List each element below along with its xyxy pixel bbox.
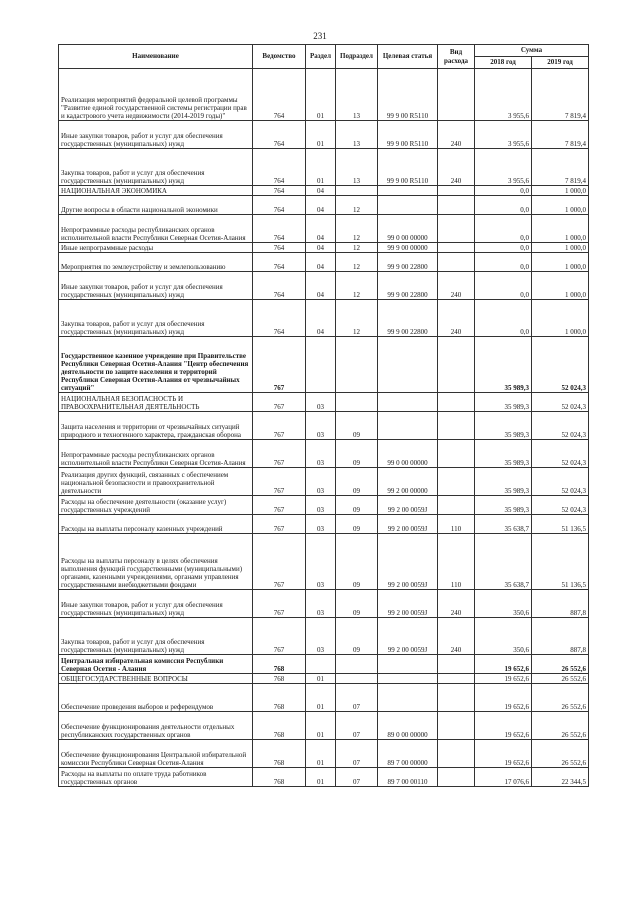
cell-s18: 0,0 [475,215,532,243]
cell-s18: 19 652,6 [475,684,532,712]
table-row [59,196,589,215]
cell-s18: 3 955,6 [475,149,532,186]
header-year-2018: 2018 год [475,57,532,69]
cell-cs [378,412,438,440]
cell-s19: 26 552,6 [532,674,589,684]
cell-vr [438,674,475,684]
cell-pod: 13 [336,121,378,149]
cell-name: ОБЩЕГОСУДАРСТВЕННЫЕ ВОПРОСЫ [59,674,253,684]
cell-s19: 1 000,0 [532,196,589,215]
cell-raz: 04 [306,215,336,243]
table-row [59,121,589,149]
table-row [59,740,589,768]
cell-s18: 35 989,3 [475,337,532,393]
cell-s19: 7 819,4 [532,149,589,186]
cell-raz: 01 [306,69,336,121]
cell-ved: 768 [253,684,306,712]
cell-ved: 767 [253,468,306,496]
cell-cs: 99 0 00 00000 [378,440,438,468]
cell-name: Другие вопросы в области национальной экономики [59,196,253,215]
cell-cs [378,196,438,215]
header-sum: Сумма [475,45,589,57]
cell-pod: 12 [336,196,378,215]
cell-cs: 89 7 00 00110 [378,768,438,787]
cell-cs: 99 0 00 00000 [378,215,438,243]
table-row [59,253,589,272]
cell-ved: 768 [253,740,306,768]
cell-cs [378,393,438,412]
cell-pod [336,393,378,412]
cell-name: Иные непрограммные расходы [59,243,253,253]
cell-s18: 19 652,6 [475,712,532,740]
cell-raz: 01 [306,712,336,740]
cell-s18: 0,0 [475,272,532,300]
cell-name: Непрограммные расходы республиканских органов исполнительной власти Республики Северная Осетия-Алания [59,215,253,243]
cell-s19: 1 000,0 [532,300,589,337]
cell-s18: 17 076,6 [475,768,532,787]
table-row [59,768,589,787]
cell-raz [306,655,336,674]
cell-cs: 99 9 00 R5110 [378,121,438,149]
cell-s18: 35 638,7 [475,534,532,590]
cell-name: Реализация мероприятий федеральной целевой программы "Развитие единой государственной системы регистрации прав и кадастрового учета недвижимости (2014-2019 годы)" [59,69,253,121]
budget-table [58,44,589,787]
cell-s18: 0,0 [475,300,532,337]
cell-pod: 09 [336,440,378,468]
cell-name: НАЦИОНАЛЬНАЯ БЕЗОПАСНОСТЬ И ПРАВООХРАНИТЕЛЬНАЯ ДЕЯТЕЛЬНОСТЬ [59,393,253,412]
cell-vr [438,393,475,412]
cell-pod: 09 [336,618,378,655]
cell-raz: 03 [306,618,336,655]
cell-pod: 07 [336,684,378,712]
cell-pod [336,186,378,196]
cell-raz: 04 [306,196,336,215]
cell-ved: 767 [253,515,306,534]
cell-name: Иные закупки товаров, работ и услуг для обеспечения государственных (муниципальных) нужд [59,272,253,300]
table-body [59,69,589,787]
cell-cs: 99 2 00 0059J [378,618,438,655]
table-row [59,684,589,712]
cell-cs: 99 9 00 00000 [378,243,438,253]
table-row [59,337,589,393]
cell-pod: 12 [336,215,378,243]
cell-cs [378,684,438,712]
cell-s19: 1 000,0 [532,215,589,243]
table-row [59,515,589,534]
cell-name: Обеспечение проведения выборов и референдумов [59,684,253,712]
cell-raz: 03 [306,496,336,515]
cell-raz: 03 [306,412,336,440]
cell-ved: 767 [253,496,306,515]
header-vedomstvo: Ведомство [253,45,306,69]
cell-raz: 03 [306,468,336,496]
cell-vr: 240 [438,590,475,618]
cell-raz: 01 [306,121,336,149]
cell-cs: 89 7 00 00000 [378,740,438,768]
cell-s18: 3 955,6 [475,69,532,121]
cell-s18: 0,0 [475,243,532,253]
cell-ved: 764 [253,149,306,186]
cell-raz: 04 [306,243,336,253]
cell-pod: 09 [336,590,378,618]
header-name: Наименование [59,45,253,69]
cell-s19: 52 024,3 [532,412,589,440]
cell-vr [438,655,475,674]
cell-ved: 767 [253,393,306,412]
table-row [59,215,589,243]
cell-name: Расходы на обеспечение деятельности (оказание услуг) государственных учреждений [59,496,253,515]
cell-s19: 26 552,6 [532,712,589,740]
cell-ved: 767 [253,590,306,618]
cell-cs: 99 9 00 22800 [378,253,438,272]
cell-vr [438,253,475,272]
cell-vr [438,69,475,121]
cell-vr [438,186,475,196]
cell-pod: 13 [336,149,378,186]
cell-s18: 35 989,3 [475,468,532,496]
cell-s18: 3 955,6 [475,121,532,149]
cell-s19: 52 024,3 [532,440,589,468]
cell-raz: 01 [306,674,336,684]
cell-vr: 240 [438,618,475,655]
cell-s18: 19 652,6 [475,740,532,768]
cell-pod: 07 [336,740,378,768]
cell-raz: 04 [306,300,336,337]
cell-raz: 03 [306,440,336,468]
cell-vr: 110 [438,515,475,534]
header-razdel: Раздел [306,45,336,69]
cell-name: Реализация других функций, связанных с обеспечением национальной безопасности и правоохранительной деятельности [59,468,253,496]
cell-ved: 764 [253,253,306,272]
table-row [59,534,589,590]
cell-s19: 51 136,5 [532,515,589,534]
header-expense-type: Вид расхода [438,45,475,69]
cell-ved: 764 [253,121,306,149]
cell-raz: 03 [306,534,336,590]
cell-ved: 764 [253,186,306,196]
cell-s19: 7 819,4 [532,69,589,121]
cell-cs: 99 2 00 0059J [378,515,438,534]
cell-vr [438,196,475,215]
cell-ved: 768 [253,655,306,674]
cell-vr [438,768,475,787]
cell-s18: 35 638,7 [475,515,532,534]
cell-vr [438,712,475,740]
cell-raz: 04 [306,253,336,272]
cell-s18: 0,0 [475,186,532,196]
cell-raz: 04 [306,272,336,300]
table-row [59,149,589,186]
header-target-article: Целевая статья [378,45,438,69]
cell-ved: 767 [253,618,306,655]
cell-pod: 09 [336,468,378,496]
cell-s18: 350,6 [475,618,532,655]
cell-s19: 887,8 [532,590,589,618]
cell-s19: 52 024,3 [532,337,589,393]
cell-raz: 03 [306,590,336,618]
cell-pod: 12 [336,300,378,337]
header-year-2019: 2019 год [532,57,589,69]
table-row [59,69,589,121]
cell-cs: 99 9 00 22800 [378,300,438,337]
table-row [59,440,589,468]
cell-pod: 07 [336,768,378,787]
cell-pod: 12 [336,272,378,300]
cell-s19: 52 024,3 [532,496,589,515]
cell-name: Обеспечение функционирования Центральной избирательной комиссии Республики Северная Осетия-Алания [59,740,253,768]
cell-raz: 01 [306,684,336,712]
cell-cs: 89 0 00 00000 [378,712,438,740]
cell-s18: 0,0 [475,196,532,215]
table-row [59,468,589,496]
cell-s18: 35 989,3 [475,393,532,412]
cell-raz: 04 [306,186,336,196]
cell-s18: 35 989,3 [475,496,532,515]
cell-ved: 764 [253,69,306,121]
cell-name: Защита населения и территории от чрезвычайных ситуаций природного и техногенного характера, гражданская оборона [59,412,253,440]
cell-s18: 19 652,6 [475,655,532,674]
table-row [59,186,589,196]
table-row [59,300,589,337]
cell-raz: 03 [306,393,336,412]
cell-ved: 768 [253,674,306,684]
cell-ved: 764 [253,272,306,300]
cell-s19: 26 552,6 [532,684,589,712]
table-row [59,496,589,515]
cell-ved: 767 [253,412,306,440]
cell-ved: 764 [253,300,306,337]
cell-cs [378,337,438,393]
cell-name: Государственное казенное учреждение при Правительстве Республики Северная Осетия-Алания "Центр обеспечения деятельности по защите населения и территорий Республики Северная Осетия-Алания от чрезвычайных ситуаций" [59,337,253,393]
cell-s18: 19 652,6 [475,674,532,684]
cell-name: Непрограммные расходы республиканских органов исполнительной власти Республики Северная Осетия-Алания [59,440,253,468]
cell-vr [438,412,475,440]
cell-raz: 01 [306,149,336,186]
cell-name: Расходы на выплаты персоналу казенных учреждений [59,515,253,534]
cell-vr: 110 [438,534,475,590]
cell-s19: 1 000,0 [532,243,589,253]
cell-vr: 240 [438,121,475,149]
cell-pod: 12 [336,253,378,272]
table-row [59,272,589,300]
cell-ved: 767 [253,534,306,590]
cell-vr [438,496,475,515]
cell-s19: 52 024,3 [532,393,589,412]
cell-vr: 240 [438,272,475,300]
cell-pod [336,655,378,674]
cell-name: Закупка товаров, работ и услуг для обеспечения государственных (муниципальных) нужд [59,618,253,655]
cell-vr: 240 [438,300,475,337]
cell-vr [438,215,475,243]
cell-cs: 99 9 00 R5110 [378,149,438,186]
cell-name: Иные закупки товаров, работ и услуг для обеспечения государственных (муниципальных) нужд [59,121,253,149]
table-row [59,655,589,674]
cell-vr [438,243,475,253]
cell-s19: 1 000,0 [532,272,589,300]
table-row [59,618,589,655]
cell-pod: 07 [336,712,378,740]
cell-name: Закупка товаров, работ и услуг для обеспечения государственных (муниципальных) нужд [59,300,253,337]
cell-s19: 1 000,0 [532,253,589,272]
cell-ved: 764 [253,243,306,253]
cell-s18: 0,0 [475,253,532,272]
cell-name: Расходы на выплаты по оплате труда работников государственных органов [59,768,253,787]
table-row [59,243,589,253]
cell-ved: 767 [253,440,306,468]
table-row [59,674,589,684]
cell-raz: 01 [306,768,336,787]
cell-s19: 51 136,5 [532,534,589,590]
cell-cs: 99 2 00 00000 [378,468,438,496]
cell-name: Мероприятия по землеустройству и землепользованию [59,253,253,272]
cell-name: Закупка товаров, работ и услуг для обеспечения государственных (муниципальных) нужд [59,149,253,186]
cell-s19: 52 024,3 [532,468,589,496]
cell-s18: 35 989,3 [475,412,532,440]
cell-pod [336,337,378,393]
cell-cs [378,655,438,674]
cell-name: НАЦИОНАЛЬНАЯ ЭКОНОМИКА [59,186,253,196]
cell-raz [306,337,336,393]
cell-pod: 13 [336,69,378,121]
cell-s19: 1 000,0 [532,186,589,196]
cell-ved: 768 [253,768,306,787]
page-number: 231 [313,31,327,41]
cell-s19: 7 819,4 [532,121,589,149]
cell-ved: 764 [253,196,306,215]
cell-vr [438,440,475,468]
header-podrazdel: Подраздел [336,45,378,69]
table-row [59,412,589,440]
cell-cs: 99 2 00 0059J [378,590,438,618]
cell-s18: 350,6 [475,590,532,618]
table-row [59,712,589,740]
cell-vr [438,684,475,712]
cell-vr [438,468,475,496]
cell-cs: 99 2 00 0059J [378,496,438,515]
cell-cs [378,186,438,196]
cell-s19: 26 552,6 [532,655,589,674]
cell-pod: 12 [336,243,378,253]
cell-cs: 99 9 00 22800 [378,272,438,300]
cell-pod: 09 [336,534,378,590]
cell-name: Центральная избирательная комиссия Республики Северная Осетия - Алания [59,655,253,674]
cell-name: Расходы на выплаты персоналу в целях обеспечения выполнения функций государственными (муниципальными) органами, казенными учреждениями, органами управления государственными внебюджетными фондами [59,534,253,590]
cell-s19: 22 344,5 [532,768,589,787]
cell-vr: 240 [438,149,475,186]
cell-pod: 09 [336,412,378,440]
cell-vr [438,337,475,393]
cell-raz: 03 [306,515,336,534]
cell-s19: 26 552,6 [532,740,589,768]
cell-name: Иные закупки товаров, работ и услуг для обеспечения государственных (муниципальных) нужд [59,590,253,618]
cell-cs: 99 9 00 R5110 [378,69,438,121]
cell-cs: 99 2 00 0059J [378,534,438,590]
cell-s19: 887,8 [532,618,589,655]
cell-ved: 768 [253,712,306,740]
cell-raz: 01 [306,740,336,768]
cell-ved: 767 [253,337,306,393]
cell-ved: 764 [253,215,306,243]
table-row [59,590,589,618]
cell-cs [378,674,438,684]
cell-pod: 09 [336,496,378,515]
cell-pod: 09 [336,515,378,534]
cell-s18: 35 989,3 [475,440,532,468]
cell-name: Обеспечение функционирования деятельности отдельных республиканских государственных органов [59,712,253,740]
cell-pod [336,674,378,684]
cell-vr [438,740,475,768]
table-row [59,393,589,412]
